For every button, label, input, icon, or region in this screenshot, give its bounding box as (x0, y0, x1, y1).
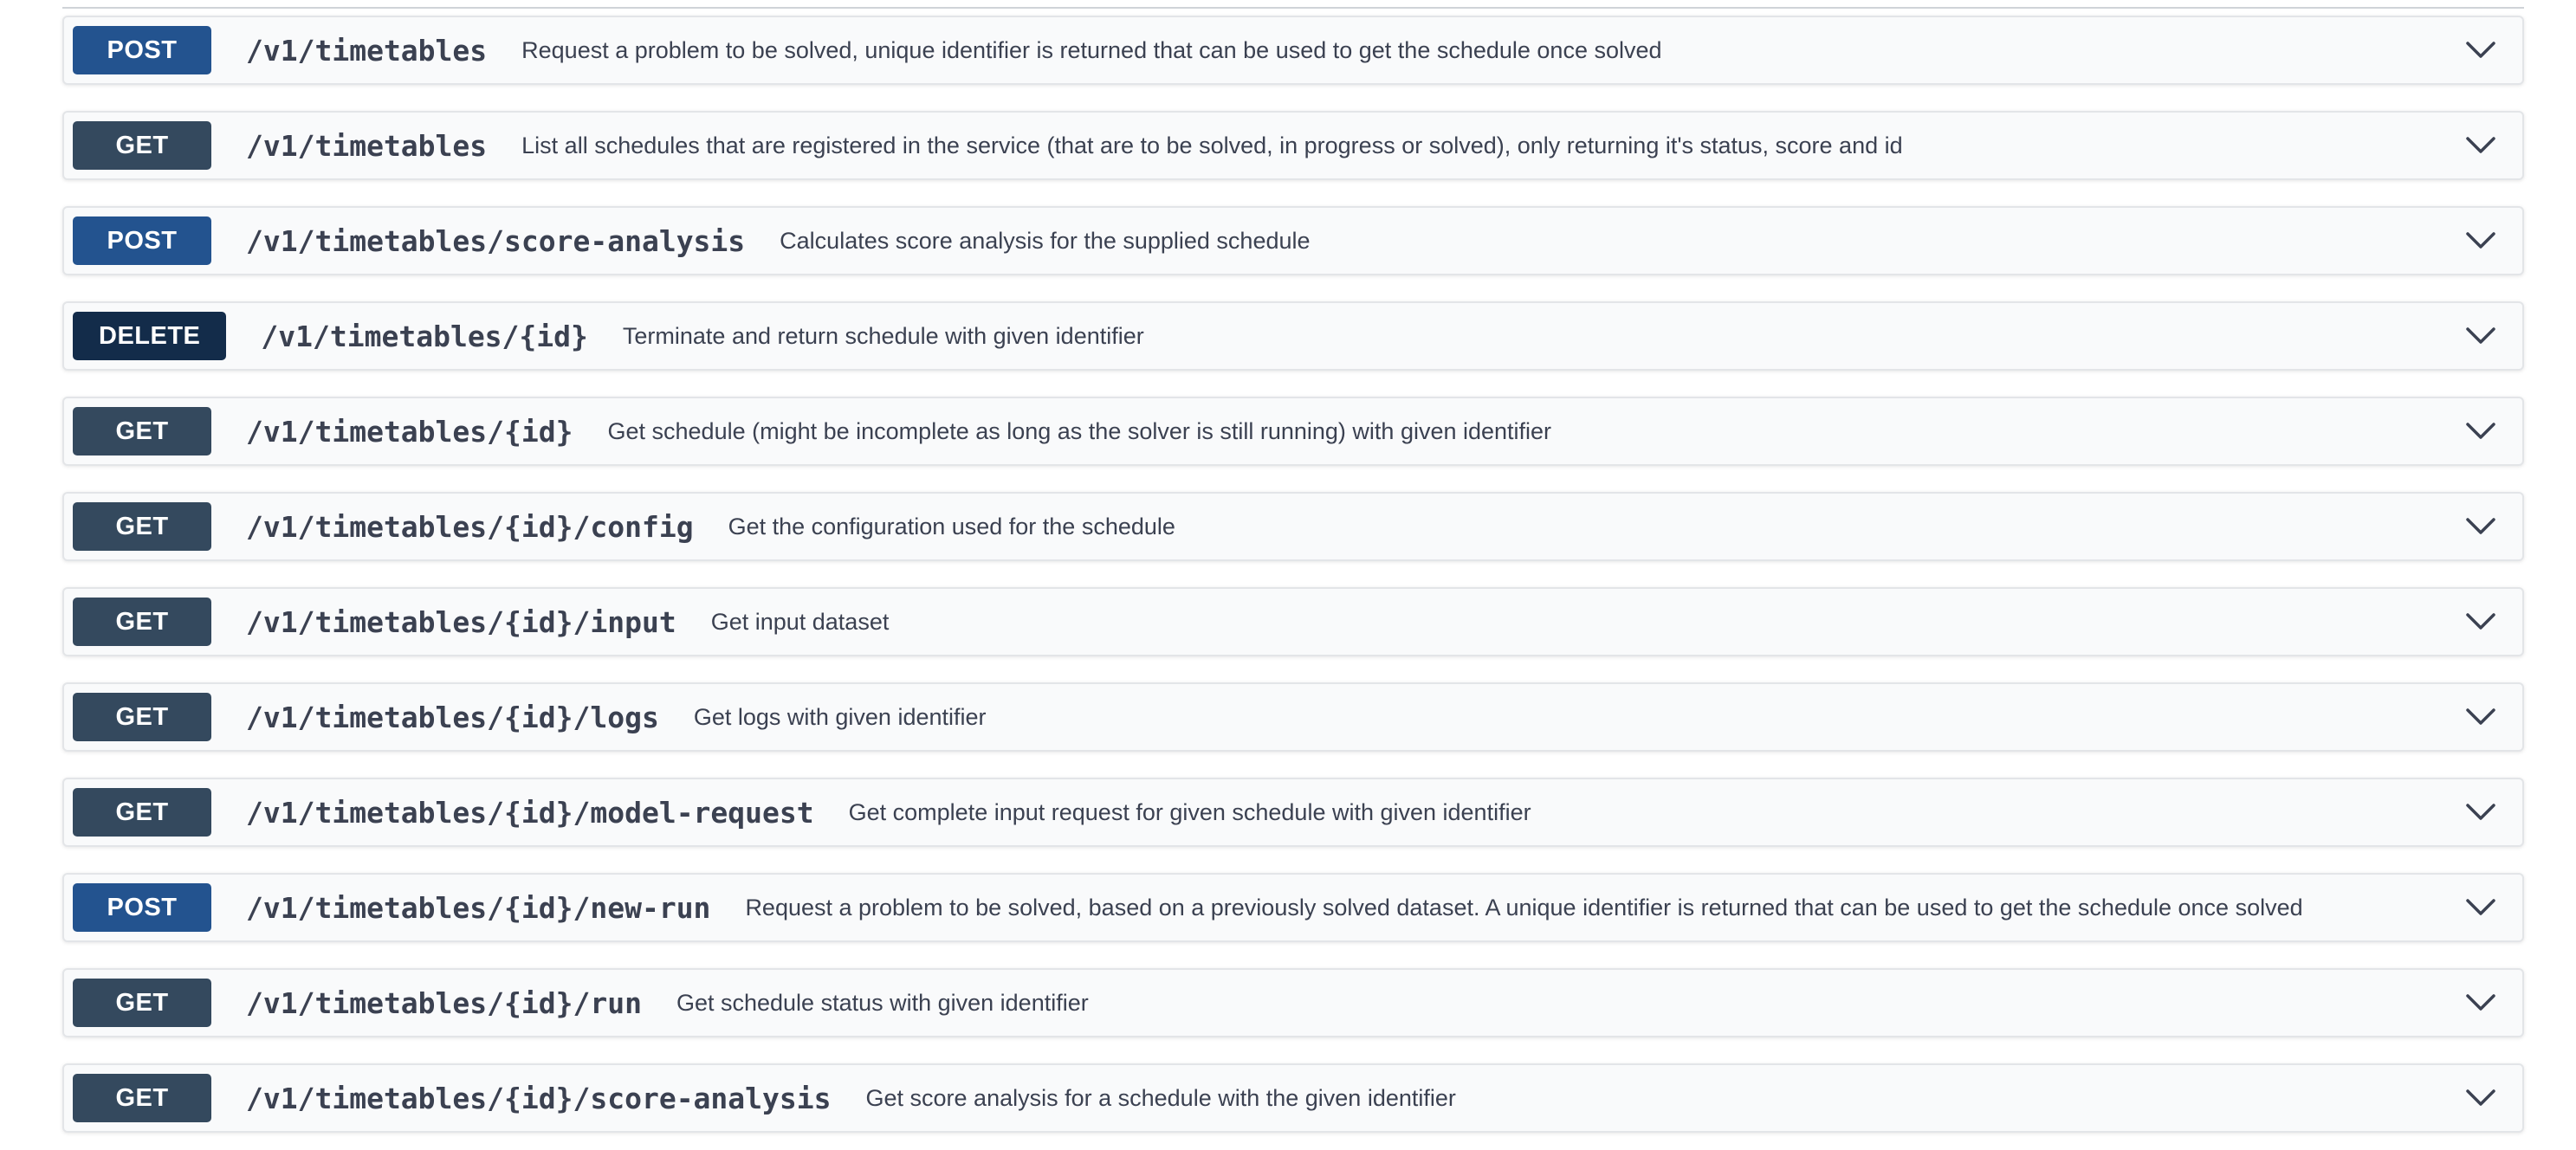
operation-summary: Get input dataset (710, 608, 890, 635)
operation-path[interactable]: /v1/timetables/{id}/input (246, 604, 676, 639)
operation-path[interactable]: /v1/timetables/{id}/model-request (246, 795, 814, 830)
operation-post-new-run[interactable] (62, 873, 2524, 942)
operation-get-timetable[interactable] (62, 397, 2524, 466)
operation-get-config[interactable] (62, 492, 2524, 561)
operation-summary: Get schedule (might be incomplete as long as the solver is still running) with given identifier (607, 417, 1552, 444)
operation-get-logs[interactable] (62, 682, 2524, 752)
operation-post-timetables[interactable] (62, 16, 2524, 85)
operation-summary: Request a problem to be solved, unique identifier is returned that can be used to get the schedule once solved (521, 36, 1662, 63)
operation-path[interactable]: /v1/timetables/{id}/logs (246, 700, 659, 734)
chevron-down-icon[interactable] (2463, 1081, 2498, 1115)
method-badge: GET (73, 121, 211, 170)
method-badge: POST (73, 26, 211, 74)
method-badge: GET (73, 979, 211, 1027)
chevron-down-icon[interactable] (2463, 223, 2498, 258)
operation-summary: Get schedule status with given identifier (676, 989, 1089, 1016)
method-badge: GET (73, 502, 211, 551)
method-badge: DELETE (73, 312, 226, 360)
chevron-down-icon[interactable] (2463, 604, 2498, 639)
chevron-down-icon[interactable] (2463, 795, 2498, 830)
section-divider (62, 7, 2524, 9)
operation-get-run[interactable] (62, 968, 2524, 1037)
operation-path[interactable]: /v1/timetables/{id}/new-run (246, 890, 711, 925)
operations-list (62, 16, 2524, 1150)
operation-summary: Terminate and return schedule with given identifier (622, 322, 1144, 349)
operation-summary: Get the configuration used for the schedule (728, 513, 1175, 539)
method-badge: GET (73, 788, 211, 837)
operation-path[interactable]: /v1/timetables/{id}/run (246, 985, 642, 1020)
operation-get-model-request[interactable] (62, 778, 2524, 847)
chevron-down-icon[interactable] (2463, 128, 2498, 163)
operation-path[interactable]: /v1/timetables/{id} (246, 414, 573, 449)
operation-delete-timetable[interactable] (62, 301, 2524, 371)
method-badge: POST (73, 883, 211, 932)
chevron-down-icon[interactable] (2463, 985, 2498, 1020)
method-badge: GET (73, 1074, 211, 1122)
operation-path[interactable]: /v1/timetables/score-analysis (246, 223, 746, 258)
operation-path[interactable]: /v1/timetables (246, 33, 488, 68)
chevron-down-icon[interactable] (2463, 319, 2498, 353)
chevron-down-icon[interactable] (2463, 700, 2498, 734)
operation-path[interactable]: /v1/timetables (246, 128, 488, 163)
operation-summary: Get score analysis for a schedule with the given identifier (865, 1084, 1456, 1111)
chevron-down-icon[interactable] (2463, 890, 2498, 925)
operation-summary: Get logs with given identifier (693, 703, 987, 730)
operation-path[interactable]: /v1/timetables/{id} (261, 319, 588, 353)
method-badge: POST (73, 216, 211, 265)
method-badge: GET (73, 407, 211, 455)
operation-summary: Get complete input request for given schedule with given identifier (848, 798, 1531, 825)
operation-get-input[interactable] (62, 587, 2524, 656)
chevron-down-icon[interactable] (2463, 509, 2498, 544)
chevron-down-icon[interactable] (2463, 33, 2498, 68)
operation-get-score-analysis[interactable] (62, 1063, 2524, 1133)
operation-path[interactable]: /v1/timetables/{id}/score-analysis (246, 1081, 832, 1115)
operation-summary: Request a problem to be solved, based on a previously solved dataset. A unique identifier is returned that can be used to get the schedule once solved (745, 894, 2303, 921)
chevron-down-icon[interactable] (2463, 414, 2498, 449)
operation-get-timetables[interactable] (62, 111, 2524, 180)
operation-path[interactable]: /v1/timetables/{id}/config (246, 509, 694, 544)
method-badge: GET (73, 693, 211, 741)
method-badge: GET (73, 598, 211, 646)
operation-summary: List all schedules that are registered in the service (that are to be solved, in progress or solved), only returning it's status, score and id (521, 132, 1903, 158)
operation-post-score-analysis[interactable] (62, 206, 2524, 275)
operation-summary: Calculates score analysis for the supplied schedule (780, 227, 1311, 254)
